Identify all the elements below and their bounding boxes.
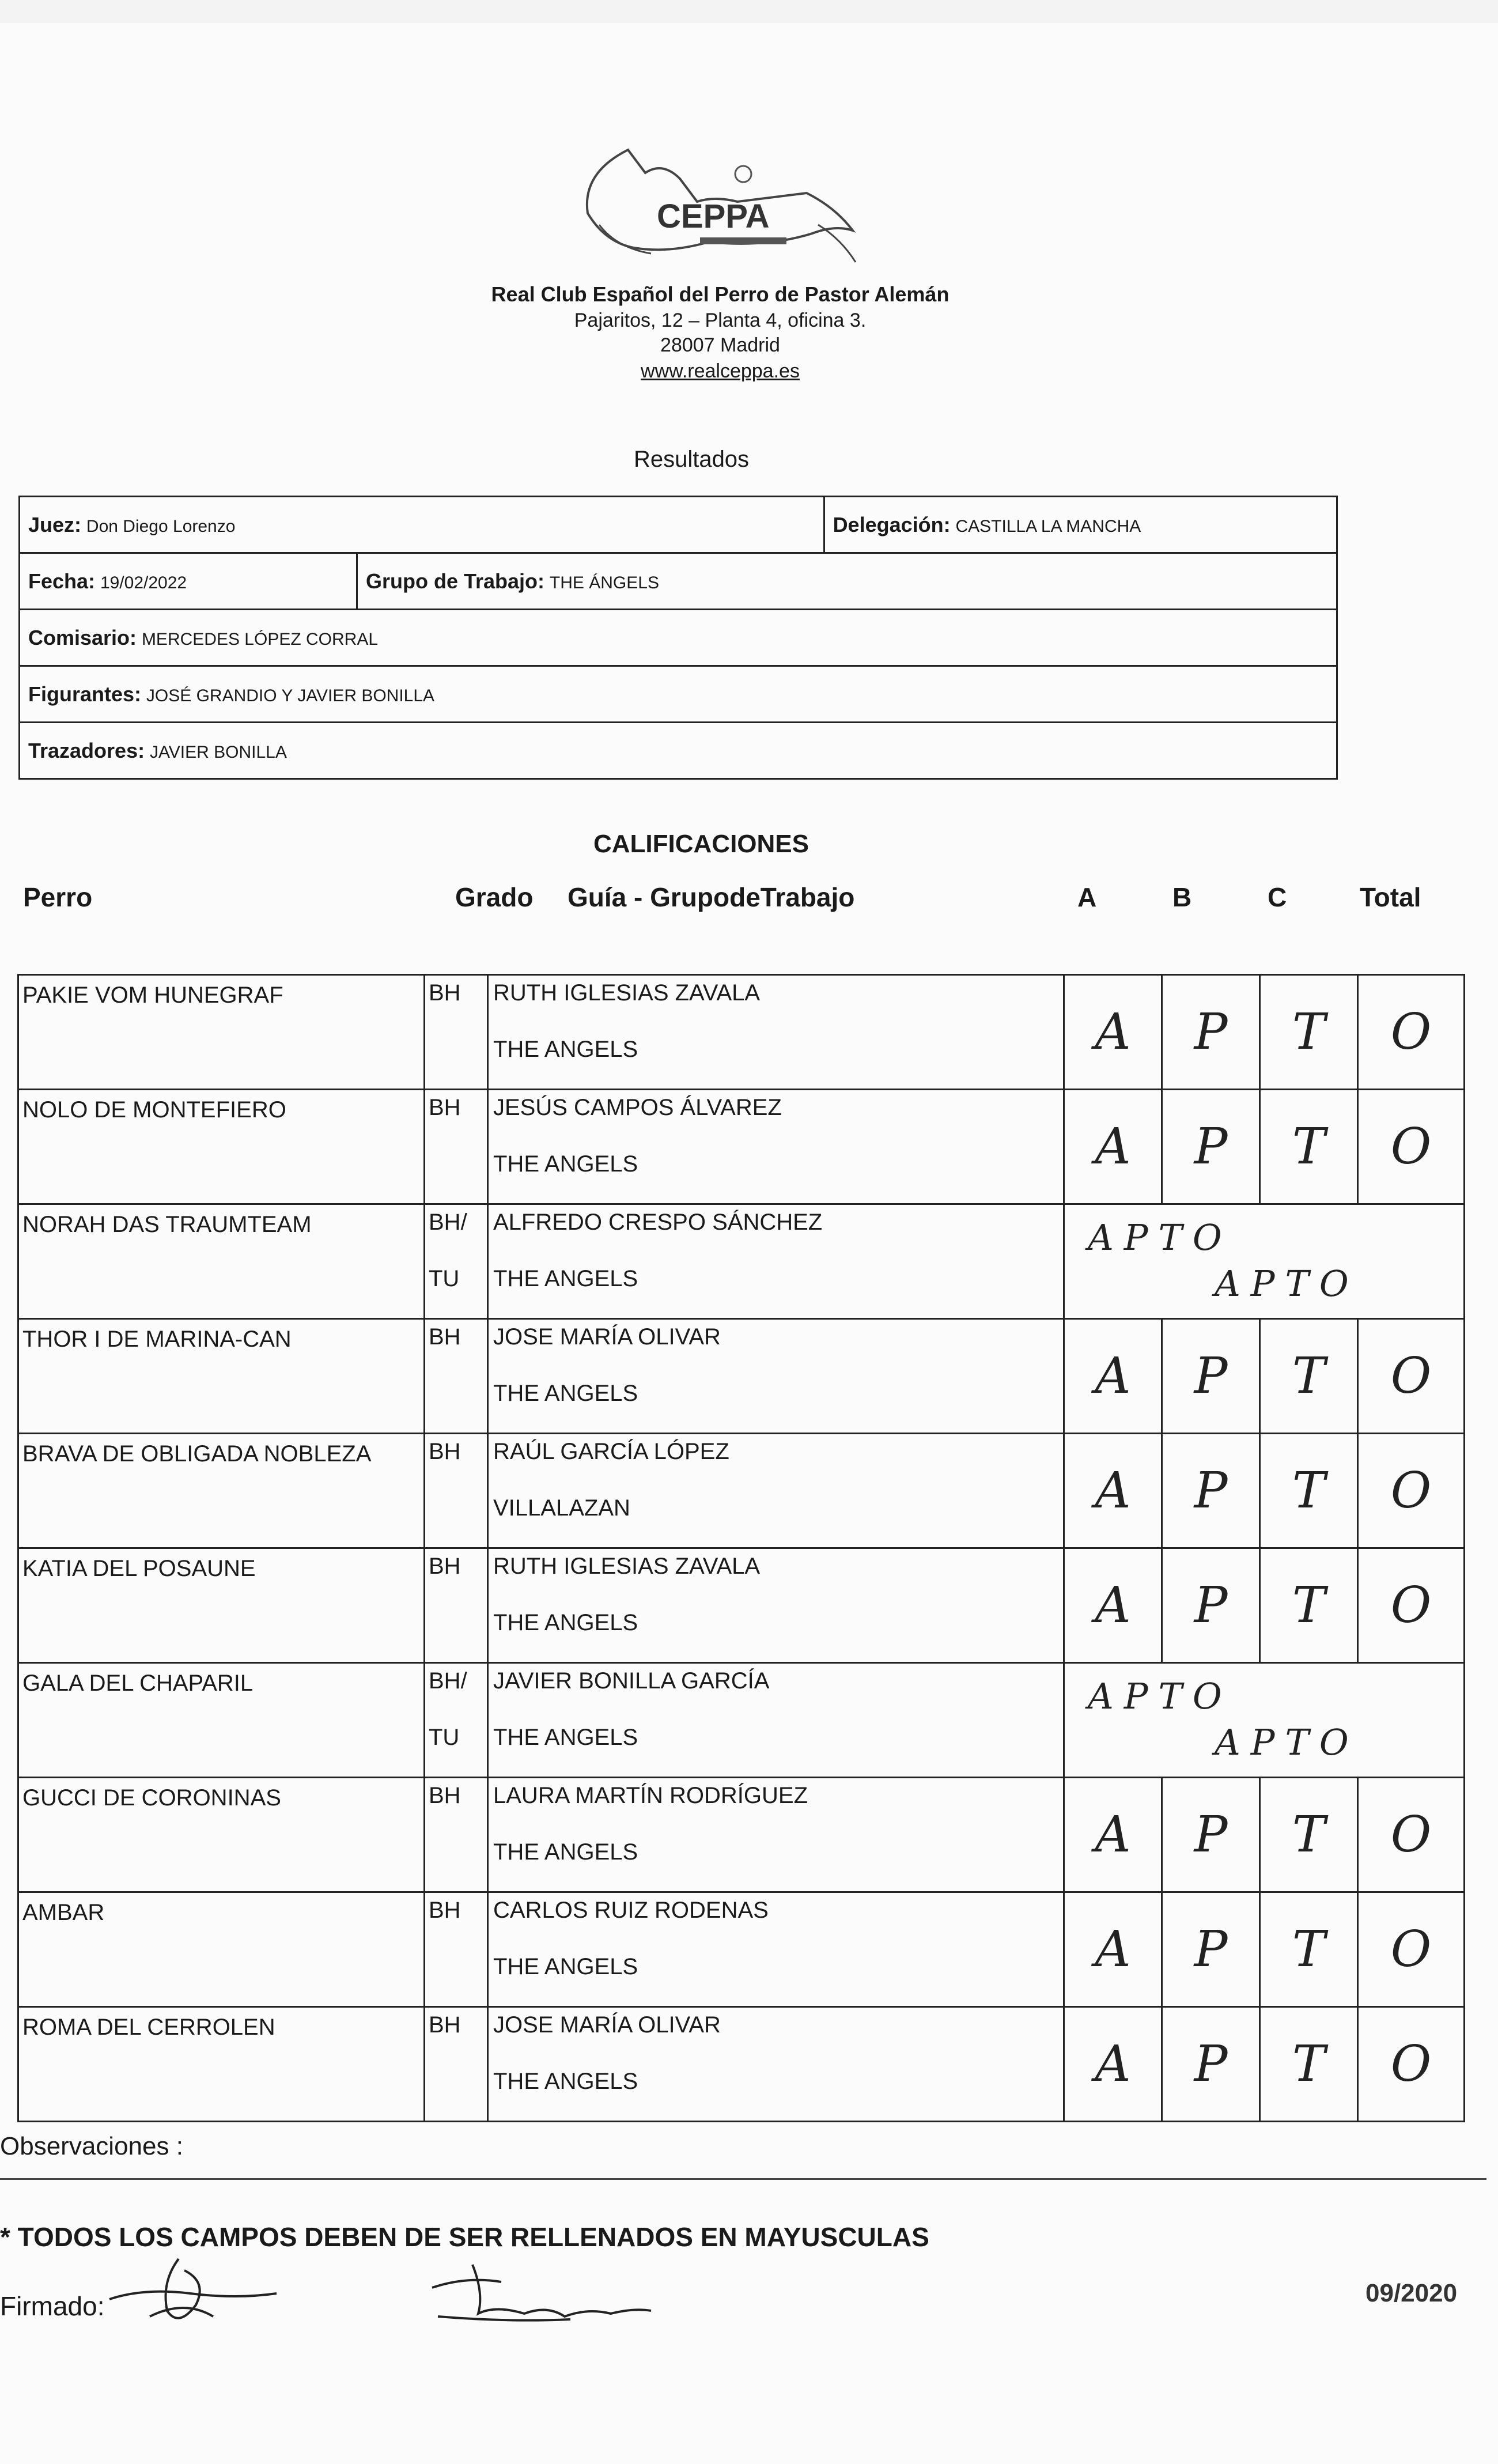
- perro-name: NOLO DE MONTEFIERO: [22, 1097, 286, 1123]
- perro-cell: [18, 1434, 425, 1548]
- perro-name: KATIA DEL POSAUNE: [22, 1556, 256, 1581]
- perro-name: AMBAR: [22, 1900, 105, 1925]
- grado-line-2: [425, 1835, 487, 1891]
- perro-cell: [18, 2007, 425, 2122]
- grupo-name: THE ANGELS: [493, 1381, 638, 1406]
- perro-name: ROMA DEL CERROLEN: [22, 2015, 275, 2040]
- result-total: O: [1358, 1434, 1465, 1548]
- result-a: A: [1064, 2007, 1162, 2122]
- signature-1: [98, 2247, 288, 2334]
- delegacion-label: Delegación:: [833, 512, 951, 536]
- result-handwritten-1: APTO: [1088, 1675, 1232, 1717]
- form-code: 09/2020: [1365, 2279, 1458, 2307]
- result-handwritten-1: APTO: [1088, 1216, 1232, 1259]
- guia-cell: [488, 1204, 1064, 1319]
- guia-name: JAVIER BONILLA GARCÍA: [493, 1668, 770, 1694]
- letterhead: [0, 23, 1440, 403]
- result-b: P: [1162, 2007, 1260, 2122]
- delegacion-value: CASTILLA LA MANCHA: [955, 516, 1141, 536]
- perro-name: GUCCI DE CORONINAS: [22, 1785, 281, 1811]
- grupo-cell: [357, 553, 1337, 610]
- result-c: T: [1260, 1090, 1358, 1204]
- juez-value: Don Diego Lorenzo: [86, 516, 236, 536]
- result-total: O: [1358, 975, 1465, 1090]
- page-title: Resultados: [633, 447, 750, 472]
- ceppa-logo: [565, 138, 864, 277]
- perro-cell: [18, 1892, 425, 2007]
- figurantes-label: Figurantes:: [28, 682, 142, 706]
- fecha-label: Fecha:: [28, 569, 96, 593]
- juez-cell: [20, 497, 824, 553]
- guia-name: RUTH IGLESIAS ZAVALA: [493, 980, 761, 1006]
- guia-cell: [488, 2007, 1064, 2122]
- grado-line-1: BH/: [429, 1210, 467, 1235]
- perro-name: BRAVA DE OBLIGADA NOBLEZA: [22, 1441, 372, 1467]
- result-c: T: [1260, 1319, 1358, 1434]
- grupo-name: THE ANGELS: [493, 1266, 638, 1291]
- result-a: A: [1064, 1090, 1162, 1204]
- grado-cell: [425, 1434, 488, 1548]
- grupo-name: THE ANGELS: [493, 1725, 638, 1750]
- perro-name: NORAH DAS TRAUMTEAM: [22, 1212, 312, 1237]
- grado-line-1: BH: [429, 2012, 461, 2038]
- grupo-label: Grupo de Trabajo:: [366, 569, 545, 593]
- grado-line-2: [425, 1491, 487, 1547]
- grado-line-1: BH: [429, 1324, 461, 1350]
- result-c: T: [1260, 1778, 1358, 1892]
- result-total: O: [1358, 1090, 1465, 1204]
- org-website: www.realceppa.es: [641, 360, 800, 382]
- perro-cell: [18, 975, 425, 1090]
- result-row: [18, 1892, 1465, 2007]
- observaciones-line: [0, 2178, 1486, 2180]
- trazadores-cell: [20, 723, 1337, 779]
- grupo-name: THE ANGELS: [493, 1151, 638, 1177]
- result-row: [18, 1319, 1465, 1434]
- col-a: A: [1077, 882, 1097, 912]
- result-row: [18, 1204, 1465, 1319]
- grado-line-2: TU: [429, 1725, 460, 1750]
- firmado-label: Firmado:: [0, 2291, 105, 2321]
- guia-cell: [488, 1892, 1064, 2007]
- figurantes-cell: [20, 666, 1337, 723]
- guia-name: RUTH IGLESIAS ZAVALA: [493, 1554, 761, 1579]
- org-address-2: 28007 Madrid: [660, 334, 780, 356]
- result-a: A: [1064, 1548, 1162, 1663]
- result-a: A: [1064, 975, 1162, 1090]
- guia-name: CARLOS RUIZ RODENAS: [493, 1898, 769, 1923]
- result-row: [18, 1548, 1465, 1663]
- result-b: P: [1162, 1778, 1260, 1892]
- fecha-cell: [20, 553, 357, 610]
- result-total: O: [1358, 1548, 1465, 1663]
- grado-cell: [425, 1204, 488, 1319]
- guia-cell: [488, 1090, 1064, 1204]
- org-name: Real Club Español del Perro de Pastor Alemán: [491, 282, 950, 306]
- result-total: O: [1358, 2007, 1465, 2122]
- result-row: [18, 1434, 1465, 1548]
- grado-cell: [425, 1090, 488, 1204]
- result-c: T: [1260, 1548, 1358, 1663]
- grado-line-1: BH: [429, 1898, 461, 1923]
- result-b: P: [1162, 1434, 1260, 1548]
- figurantes-value: JOSÉ GRANDIO Y JAVIER BONILLA: [146, 686, 435, 705]
- result-row: [18, 975, 1465, 1090]
- grado-line-2: [425, 1605, 487, 1662]
- result-row: [18, 1663, 1465, 1778]
- col-b: B: [1172, 882, 1192, 912]
- trazadores-label: Trazadores:: [28, 738, 145, 762]
- perro-cell: [18, 1778, 425, 1892]
- delegacion-cell: [824, 497, 1337, 553]
- result-b: P: [1162, 1892, 1260, 2007]
- grado-cell: [425, 1319, 488, 1434]
- result-b: P: [1162, 975, 1260, 1090]
- result-apto-cell: [1064, 1204, 1465, 1319]
- perro-name: PAKIE VOM HUNEGRAF: [22, 982, 283, 1008]
- result-handwritten-2: APTO: [1215, 1721, 1359, 1763]
- result-a: A: [1064, 1892, 1162, 2007]
- perro-cell: [18, 1548, 425, 1663]
- perro-cell: [18, 1204, 425, 1319]
- grado-cell: [425, 1778, 488, 1892]
- col-grado: Grado: [455, 882, 534, 912]
- grado-line-2: [425, 1147, 487, 1203]
- grupo-name: THE ANGELS: [493, 1037, 638, 1062]
- juez-label: Juez:: [28, 512, 82, 536]
- comisario-cell: [20, 610, 1337, 666]
- grupo-name: THE ANGELS: [493, 1839, 638, 1865]
- col-total: Total: [1360, 882, 1421, 912]
- grado-line-1: BH: [429, 1439, 461, 1464]
- fecha-value: 19/02/2022: [100, 573, 187, 592]
- col-perro: Perro: [23, 882, 93, 912]
- grado-cell: [425, 1892, 488, 2007]
- guia-cell: [488, 1319, 1064, 1434]
- perro-cell: [18, 1319, 425, 1434]
- guia-name: JOSE MARÍA OLIVAR: [493, 1324, 721, 1350]
- guia-cell: [488, 1434, 1064, 1548]
- comisario-label: Comisario:: [28, 625, 137, 649]
- result-row: [18, 2007, 1465, 2122]
- guia-cell: [488, 975, 1064, 1090]
- org-address-1: Pajaritos, 12 – Planta 4, oficina 3.: [574, 309, 867, 331]
- result-handwritten-2: APTO: [1215, 1263, 1359, 1305]
- result-row: [18, 1778, 1465, 1892]
- grado-line-2: [425, 1032, 487, 1089]
- result-c: T: [1260, 975, 1358, 1090]
- grado-line-2: TU: [429, 1266, 460, 1291]
- result-a: A: [1064, 1778, 1162, 1892]
- result-b: P: [1162, 1319, 1260, 1434]
- perro-cell: [18, 1663, 425, 1778]
- results-table: [17, 974, 1465, 2122]
- result-total: O: [1358, 1319, 1465, 1434]
- result-apto-cell: [1064, 1663, 1465, 1778]
- guia-name: ALFREDO CRESPO SÁNCHEZ: [493, 1210, 823, 1235]
- grado-cell: [425, 2007, 488, 2122]
- info-table: [18, 496, 1338, 780]
- col-guia: Guía - GrupodeTrabajo: [568, 882, 855, 912]
- document-page: [0, 23, 1498, 2464]
- guia-cell: [488, 1663, 1064, 1778]
- guia-name: JOSE MARÍA OLIVAR: [493, 2012, 721, 2038]
- guia-name: LAURA MARTÍN RODRÍGUEZ: [493, 1783, 808, 1808]
- result-total: O: [1358, 1892, 1465, 2007]
- signature-2: [421, 2259, 663, 2334]
- uppercase-note: * TODOS LOS CAMPOS DEBEN DE SER RELLENADOS EN MAYUSCULAS: [0, 2222, 929, 2252]
- grado-line-1: BH: [429, 1554, 461, 1579]
- result-total: O: [1358, 1778, 1465, 1892]
- result-row: [18, 1090, 1465, 1204]
- grado-line-2: [425, 2064, 487, 2121]
- trazadores-value: JAVIER BONILLA: [149, 742, 287, 762]
- observaciones-label: Observaciones :: [0, 2132, 183, 2160]
- guia-cell: [488, 1548, 1064, 1663]
- result-a: A: [1064, 1319, 1162, 1434]
- grupo-name: THE ANGELS: [493, 1954, 638, 1979]
- result-c: T: [1260, 1434, 1358, 1548]
- guia-cell: [488, 1778, 1064, 1892]
- grupo-name: THE ANGELS: [493, 2069, 638, 2094]
- calificaciones-title: CALIFICACIONES: [593, 830, 809, 858]
- svg-text:CEPPA: CEPPA: [657, 198, 770, 235]
- grado-line-1: BH: [429, 1095, 461, 1120]
- result-b: P: [1162, 1548, 1260, 1663]
- grado-line-2: [425, 1949, 487, 2006]
- result-a: A: [1064, 1434, 1162, 1548]
- col-c: C: [1268, 882, 1287, 912]
- result-c: T: [1260, 1892, 1358, 2007]
- grado-line-1: BH: [429, 1783, 461, 1808]
- grado-line-1: BH: [429, 980, 461, 1006]
- perro-cell: [18, 1090, 425, 1204]
- grado-cell: [425, 1548, 488, 1663]
- grupo-name: THE ANGELS: [493, 1610, 638, 1635]
- guia-name: JESÚS CAMPOS ÁLVAREZ: [493, 1095, 782, 1120]
- grado-line-1: BH/: [429, 1668, 467, 1694]
- grado-line-2: [425, 1376, 487, 1433]
- guia-name: RAÚL GARCÍA LÓPEZ: [493, 1439, 729, 1464]
- grupo-name: VILLALAZAN: [493, 1495, 630, 1521]
- grupo-value: THE ÁNGELS: [549, 573, 659, 592]
- perro-name: THOR I DE MARINA-CAN: [22, 1327, 292, 1352]
- result-c: T: [1260, 2007, 1358, 2122]
- comisario-value: MERCEDES LÓPEZ CORRAL: [141, 629, 379, 649]
- perro-name: GALA DEL CHAPARIL: [22, 1671, 254, 1696]
- grado-cell: [425, 1663, 488, 1778]
- grado-cell: [425, 975, 488, 1090]
- result-b: P: [1162, 1090, 1260, 1204]
